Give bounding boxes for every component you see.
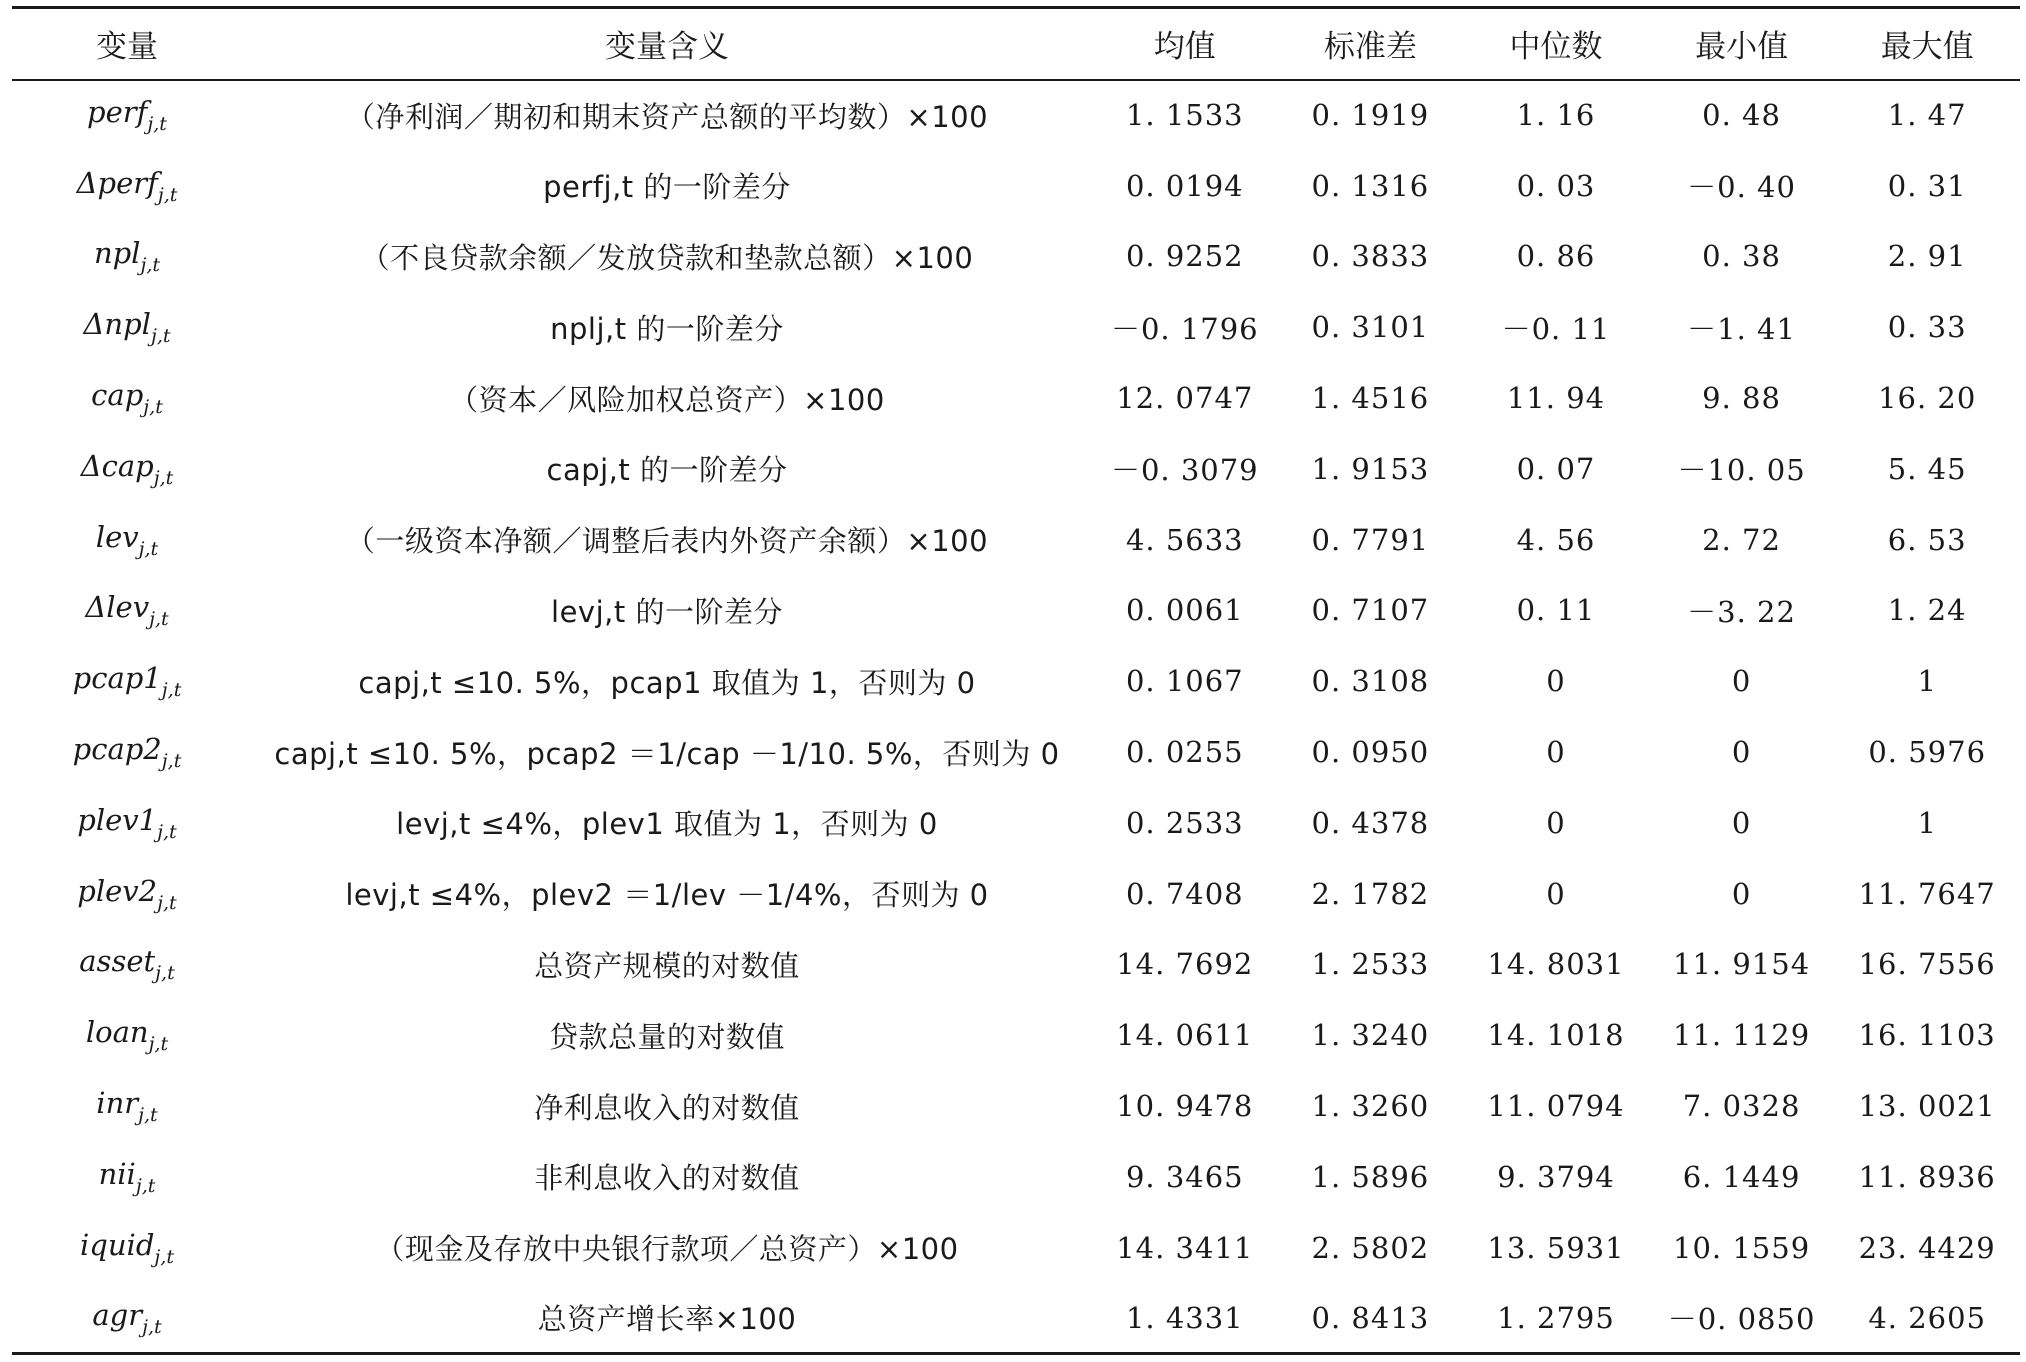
variable-subscript: j,t [149, 608, 169, 631]
variable-symbol: asset [79, 944, 156, 979]
cell-median: 14. 1018 [1487, 1018, 1625, 1053]
cell-mean: 1. 4331 [1092, 1283, 1278, 1354]
variable-subscript: j,t [157, 891, 177, 914]
cell-max: 1 [1917, 805, 1937, 840]
cell-median: 9. 3794 [1497, 1159, 1615, 1194]
cell-meaning: （净利润／期初和期末资产总额的平均数）×100 [345, 99, 989, 134]
cell-median: 0. 07 [1516, 451, 1596, 486]
variable-symbol: loan [85, 1015, 149, 1050]
cell-max: 1. 47 [1887, 98, 1967, 133]
cell-mean: 9. 3465 [1125, 1159, 1244, 1194]
cell-sd: 0. 7791 [1311, 522, 1430, 557]
cell-meaning: capj,t 的一阶差分 [546, 453, 788, 488]
cell-min: －0. 0850 [1649, 1283, 1835, 1354]
cell-min: 9. 88 [1702, 381, 1781, 416]
variable-symbol: Δlev [85, 590, 150, 625]
cell-min: 11. 9154 [1673, 947, 1811, 982]
cell-min: －1. 41 [1687, 311, 1796, 346]
variable-subscript: j,t [143, 396, 163, 419]
cell-max: 16. 20 [1878, 381, 1977, 416]
cell-variable [12, 504, 242, 575]
variable-subscript: j,t [155, 962, 175, 985]
variable-symbol: plev2 [77, 873, 158, 908]
cell-max: 2. 91 [1887, 239, 1967, 274]
cell-meaning: （资本／风险加权总资产）×100 [449, 382, 885, 417]
cell-mean: 0. 7408 [1125, 876, 1244, 911]
cell-min: 11. 1129 [1673, 1018, 1811, 1053]
variable-symbol: inr [96, 1086, 139, 1121]
cell-min: 0. 38 [1702, 239, 1781, 274]
cell-max: 16. 1103 [1858, 1018, 1996, 1053]
cell-variable [12, 717, 242, 788]
cell-sd: 1. 3240 [1311, 1018, 1430, 1053]
cell-variable [12, 787, 242, 858]
variable-subscript: j,t [157, 183, 178, 206]
cell-variable [12, 1071, 242, 1142]
header-min: 最小值 [1649, 8, 1835, 80]
variable-symbol: nii [98, 1156, 136, 1191]
cell-min: 7. 0328 [1682, 1089, 1801, 1124]
cell-sd: 2. 1782 [1311, 876, 1430, 911]
cell-mean: 12. 0747 [1116, 381, 1254, 416]
variable-symbol: lev [95, 519, 139, 554]
cell-sd: 1. 2533 [1311, 947, 1430, 982]
cell-sd: 1. 9153 [1311, 451, 1430, 486]
table-row [12, 575, 2020, 646]
table-row [12, 1141, 2020, 1212]
cell-meaning: 总资产规模的对数值 [534, 948, 800, 983]
cell-sd: 0. 3108 [1311, 664, 1430, 699]
cell-meaning: 总资产增长率×100 [242, 1283, 1092, 1354]
table-header [12, 8, 2020, 80]
header-mean: 均值 [1092, 8, 1278, 80]
table-row [12, 929, 2020, 1000]
cell-sd: 0. 8413 [1278, 1283, 1464, 1354]
variable-symbol: cap [91, 378, 144, 413]
cell-median: 0 [1546, 876, 1566, 911]
header-sd: 标准差 [1278, 8, 1464, 80]
table-body [12, 80, 2020, 1354]
cell-mean: －0. 3079 [1110, 453, 1259, 488]
table-row [12, 717, 2020, 788]
cell-mean: 4. 5633 [1125, 522, 1244, 557]
cell-variable [12, 433, 242, 504]
cell-max: 16. 7556 [1858, 947, 1996, 982]
cell-mean: 0. 0061 [1125, 593, 1244, 628]
cell-median: 14. 8031 [1487, 947, 1625, 982]
cell-sd: 2. 5802 [1311, 1230, 1430, 1265]
cell-meaning: nplj,t 的一阶差分 [550, 311, 784, 346]
variable-symbol: agr [92, 1297, 143, 1332]
header-max: 最大值 [1834, 8, 2020, 80]
cell-meaning: （现金及存放中央银行款项／总资产）×100 [375, 1232, 959, 1267]
cell-meaning: levj,t ≤4%，plev1 取值为 1，否则为 0 [396, 807, 938, 842]
cell-variable [12, 1000, 242, 1071]
cell-sd: 0. 7107 [1311, 593, 1430, 628]
descriptive-statistics-table [12, 6, 2020, 1355]
cell-max: 11. 7647 [1858, 876, 1996, 911]
cell-meaning: levj,t 的一阶差分 [551, 594, 783, 629]
variable-subscript: j,t [148, 1033, 169, 1056]
cell-median: 4. 56 [1516, 522, 1596, 557]
cell-median: 0 [1546, 735, 1566, 770]
cell-variable [12, 646, 242, 717]
cell-median: 0. 11 [1516, 593, 1596, 628]
table-row [12, 504, 2020, 575]
cell-variable [12, 575, 242, 646]
table-row [12, 858, 2020, 929]
table-row [12, 1283, 2020, 1354]
cell-sd: 0. 1919 [1311, 98, 1430, 133]
table-row [12, 1212, 2020, 1283]
cell-sd: 0. 3101 [1311, 310, 1430, 345]
cell-min: －0. 40 [1687, 170, 1796, 205]
variable-symbol: npl [93, 236, 141, 271]
cell-min: －3. 22 [1687, 594, 1796, 629]
cell-variable [12, 221, 242, 292]
cell-variable [12, 80, 242, 151]
cell-max: 4. 2605 [1834, 1283, 2020, 1354]
cell-min: 6. 1449 [1682, 1159, 1801, 1194]
cell-min: 0 [1731, 805, 1752, 840]
cell-max: 13. 0021 [1858, 1089, 1996, 1124]
variable-subscript: j,t [138, 1104, 158, 1127]
cell-mean: 0. 9252 [1125, 239, 1244, 274]
cell-mean: －0. 1796 [1110, 311, 1259, 346]
cell-meaning: capj,t ≤10. 5%，pcap2 ＝1/cap －1/10. 5%，否则为 0 [274, 736, 1060, 771]
cell-median: 13. 5931 [1487, 1230, 1625, 1265]
cell-meaning: levj,t ≤4%，plev2 ＝1/lev －1/4%，否则为 0 [345, 878, 989, 913]
variable-subscript: j,t [135, 1174, 156, 1197]
cell-median: 1. 16 [1516, 98, 1596, 133]
cell-min: 0 [1731, 735, 1752, 770]
cell-meaning: perfj,t 的一阶差分 [543, 170, 791, 205]
cell-sd: 1. 5896 [1311, 1159, 1430, 1194]
variable-symbol: plev1 [77, 802, 158, 837]
cell-meaning: capj,t ≤10. 5%，pcap1 取值为 1，否则为 0 [358, 665, 976, 700]
variable-subscript: j,t [150, 325, 171, 348]
variable-symbol: pcap1 [72, 661, 162, 696]
cell-max: 0. 5976 [1868, 735, 1987, 770]
cell-max: 6. 53 [1887, 522, 1967, 557]
cell-mean: 0. 0255 [1125, 735, 1244, 770]
table-row [12, 433, 2020, 504]
cell-mean: 0. 1067 [1125, 664, 1244, 699]
cell-median: 0. 86 [1516, 239, 1596, 274]
variable-subscript: j,t [157, 820, 177, 843]
variable-symbol: perf [87, 95, 148, 130]
cell-mean: 14. 7692 [1116, 947, 1254, 982]
cell-max: 0. 31 [1887, 168, 1967, 203]
cell-meaning: 贷款总量的对数值 [548, 1019, 785, 1054]
cell-variable [12, 929, 242, 1000]
cell-variable [12, 363, 242, 434]
cell-max: 11. 8936 [1858, 1159, 1996, 1194]
table-row [12, 787, 2020, 858]
cell-median: 0 [1546, 664, 1566, 699]
table-row [12, 221, 2020, 292]
cell-meaning: 非利息收入的对数值 [534, 1161, 800, 1196]
cell-min: －10. 05 [1677, 453, 1806, 488]
cell-sd: 0. 0950 [1311, 735, 1430, 770]
cell-mean: 14. 0611 [1116, 1018, 1254, 1053]
table-row [12, 1071, 2020, 1142]
cell-median: 11. 94 [1506, 381, 1606, 416]
cell-variable [12, 858, 242, 929]
cell-meaning: （不良贷款余额／发放贷款和垫款总额）×100 [360, 240, 974, 275]
cell-max: 1 [1917, 664, 1937, 699]
table-row [12, 363, 2020, 434]
table-row [12, 646, 2020, 717]
cell-variable [12, 292, 242, 363]
table-row [12, 150, 2020, 221]
variable-subscript: j,t [154, 1245, 174, 1268]
header-meaning: 变量含义 [242, 8, 1092, 80]
cell-variable [12, 1283, 242, 1354]
cell-median: －0. 11 [1501, 311, 1611, 346]
variable-symbol: iquid [80, 1227, 155, 1262]
cell-max: 23. 4429 [1858, 1230, 1996, 1265]
variable-subscript: j,t [161, 679, 182, 702]
cell-mean: 1. 1533 [1125, 98, 1244, 133]
header-row [12, 8, 2020, 80]
cell-max: 5. 45 [1887, 451, 1967, 486]
variable-subscript: j,t [153, 466, 174, 489]
cell-mean: 0. 2533 [1125, 805, 1244, 840]
variable-subscript: j,t [142, 1315, 162, 1338]
header-median: 中位数 [1463, 8, 1649, 80]
cell-max: 1. 24 [1887, 593, 1967, 628]
cell-min: 0. 48 [1702, 98, 1781, 133]
cell-meaning: （一级资本净额／调整后表内外资产余额）×100 [345, 524, 989, 559]
table-row [12, 292, 2020, 363]
cell-variable [12, 1212, 242, 1283]
cell-sd: 1. 4516 [1311, 381, 1430, 416]
cell-sd: 0. 1316 [1311, 168, 1430, 203]
variable-symbol: pcap2 [72, 732, 162, 767]
variable-symbol: Δperf [76, 165, 158, 200]
cell-median: 1. 2795 [1463, 1283, 1649, 1354]
cell-max: 0. 33 [1887, 310, 1967, 345]
cell-median: 11. 0794 [1487, 1089, 1625, 1124]
table-row [12, 1000, 2020, 1071]
variable-symbol: Δnpl [83, 307, 151, 342]
variable-subscript: j,t [161, 750, 182, 773]
variable-subscript: j,t [140, 254, 161, 277]
variable-subscript: j,t [147, 113, 167, 136]
table-row [12, 80, 2020, 151]
cell-median: 0 [1546, 805, 1566, 840]
cell-meaning: 净利息收入的对数值 [534, 1090, 800, 1125]
cell-min: 0 [1731, 876, 1752, 911]
cell-sd: 0. 3833 [1311, 239, 1430, 274]
cell-mean: 0. 0194 [1125, 168, 1244, 203]
cell-variable [12, 150, 242, 221]
cell-sd: 0. 4378 [1311, 805, 1430, 840]
header-variable: 变量 [12, 8, 242, 80]
cell-min: 0 [1731, 664, 1752, 699]
cell-sd: 1. 3260 [1311, 1089, 1430, 1124]
variable-subscript: j,t [138, 537, 159, 560]
cell-min: 10. 1559 [1673, 1230, 1811, 1265]
cell-variable [12, 1141, 242, 1212]
variable-symbol: Δcap [80, 448, 154, 483]
cell-median: 0. 03 [1516, 168, 1596, 203]
cell-mean: 14. 3411 [1116, 1230, 1254, 1265]
cell-mean: 10. 9478 [1116, 1089, 1254, 1124]
cell-min: 2. 72 [1702, 522, 1781, 557]
